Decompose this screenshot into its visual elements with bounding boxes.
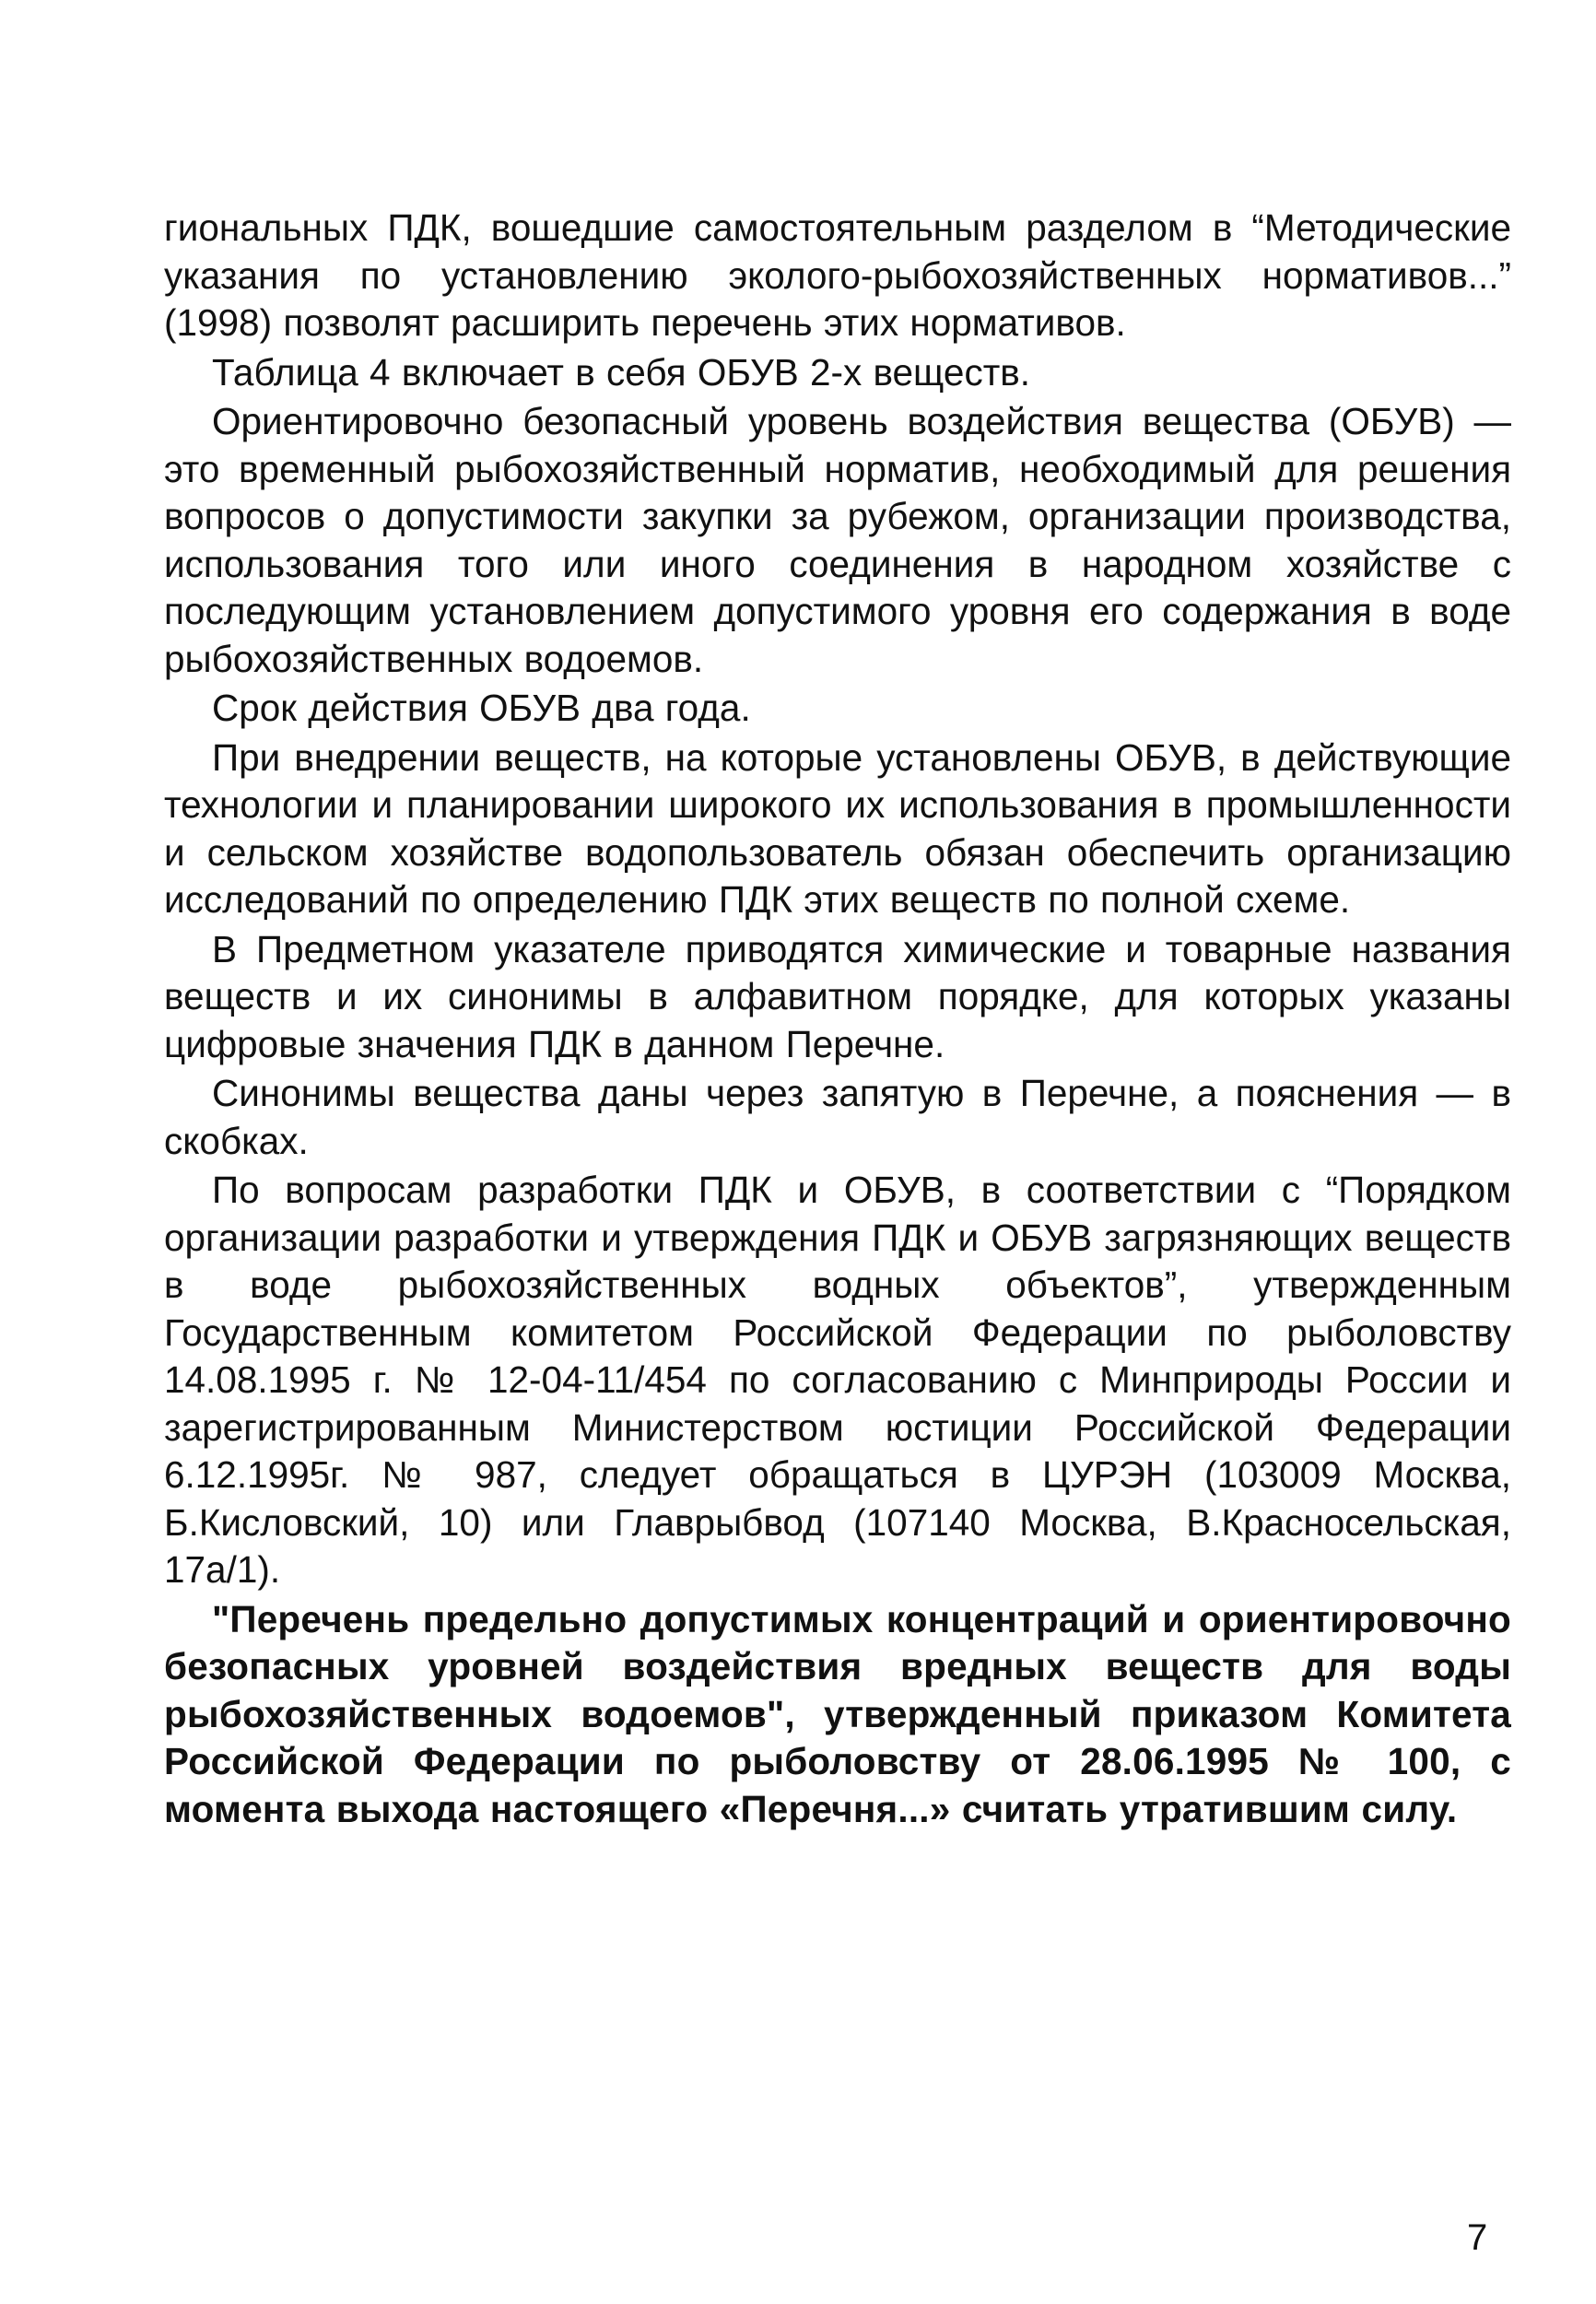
paragraph-table-4: Таблица 4 включает в себя ОБУВ 2-х веществ. — [212, 350, 1031, 394]
paragraph-continuation: гиональных ПДК, вошедшие самостоятельным разделом в “Методические указания по установлению эколого-рыбохозяйственных нормативов...” (1998) позволят расширить перечень этих нормативов. — [164, 206, 1511, 344]
paragraph-obuv-term: Срок действия ОБУВ два года. — [212, 687, 751, 729]
paragraph-implementation: При внедрении веществ, на которые установлены ОБУВ, в действующие технологии и планировании широкого их использования в промышленности и сельском хозяйстве водопользователь обязан обеспечить организацию исследований по определению ПДК этих веществ по полной схеме. — [164, 735, 1511, 921]
paragraph-synonyms: Синонимы вещества даны через запятую в Перечне, а пояснения — в скобках. — [164, 1072, 1511, 1162]
page-number: 7 — [1467, 2217, 1488, 2258]
paragraph-repeal-notice: "Перечень предельно допустимых концентраций и ориентировочно безопасных уровней воздействия вредных веществ для воды рыбохозяйственных водоемов", утвержденный приказом Комитета Российской Федерации по рыболовству от 28.06.1995 № 100, с момента выхода настоящего «Перечня...» считать утратившим силу. — [164, 1597, 1511, 1830]
paragraph-contacts: По вопросам разработки ПДК и ОБУВ, в соответствии с “Порядком организации разработки и утверждения ПДК и ОБУВ загрязняющих веществ в воде рыбохозяйственных водных объектов”, утвержденным Государственным комитетом Российской Федерации по рыболовству 14.08.1995 г. № 12-04-11/454 по согласованию с Минприроды России и зарегистрированным Министерством юстиции Российской Федерации 6.12.1995г. № 987, следует обращаться в ЦУРЭН (103009 Москва, Б.Кисловский, 10) или Главрыбвод (107140 Москва, В.Красносельская, 17а/1). — [164, 1169, 1511, 1591]
paragraph-obuv-definition: Ориентировочно безопасный уровень воздействия вещества (ОБУВ) — это временный рыбохозяйственный норматив, необходимый для решения вопросов о допустимости закупки за рубежом, организации производства, использования того или иного соединения в народном хозяйстве с последующим установлением допустимого уровня его содержания в воде рыбохозяйственных водоемов. — [164, 400, 1511, 680]
body-text — [164, 205, 1511, 1833]
paragraph-subject-index: В Предметном указателе приводятся химические и товарные названия веществ и их синонимы в алфавитном порядке, для которых указаны цифровые значения ПДК в данном Перечне. — [164, 927, 1511, 1065]
